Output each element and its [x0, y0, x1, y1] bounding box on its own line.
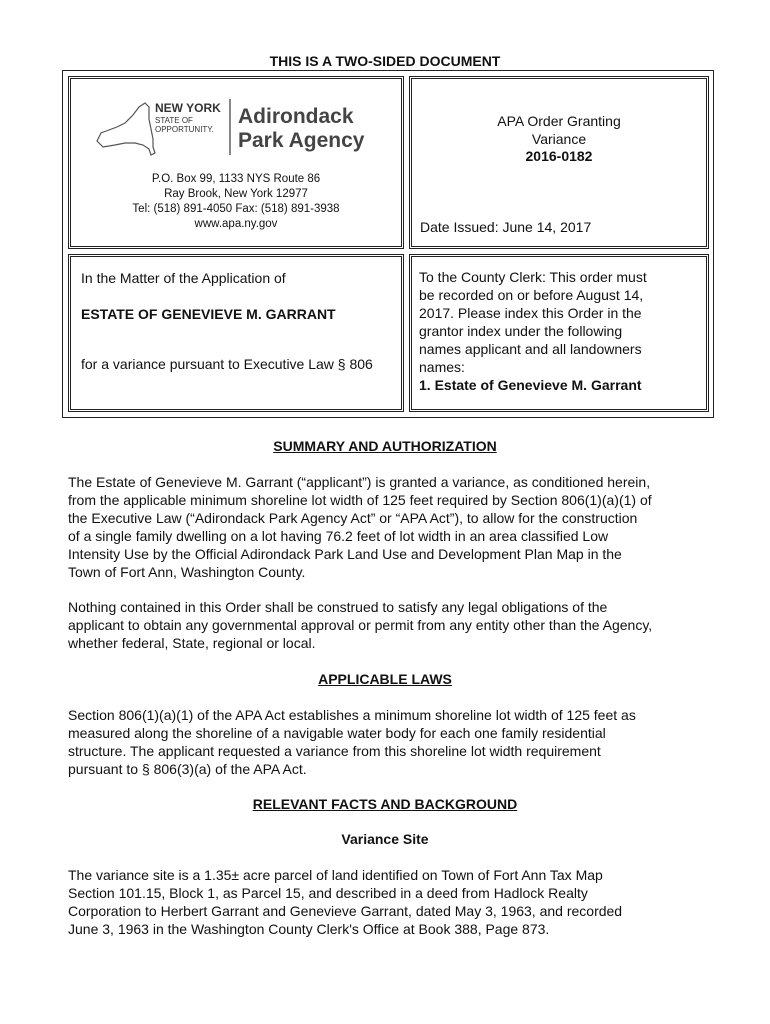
variance-site-subheading: Variance Site	[341, 831, 429, 847]
order-number: 2016-0182	[525, 148, 593, 164]
text-line: Intensity Use by the Official Adirondack Park Land Use and Development Plan Map in the	[68, 546, 622, 562]
summary-paragraph-1	[68, 473, 708, 581]
logo-state-line-3: OPPORTUNITY.	[155, 125, 214, 134]
text-line: June 3, 1963 in the Washington County Clerk's Office at Book 388, Page 873.	[68, 921, 550, 937]
clerk-instructions	[419, 268, 699, 394]
clerk-line: be recorded on or before August 14,	[419, 287, 644, 303]
text-line: Corporation to Herbert Garrant and Genevieve Garrant, dated May 3, 1963, and recorded	[68, 903, 623, 919]
order-heading	[412, 113, 706, 166]
text-line: Section 101.15, Block 1, as Parcel 15, and described in a deed from Hadlock Realty	[68, 885, 588, 901]
contact-line: Tel: (518) 891-4050 Fax: (518) 891-3938	[132, 203, 340, 215]
order-type-line-2: Variance	[531, 130, 587, 147]
logo-state-line-1: NEW YORK	[155, 101, 221, 115]
matter-intro: In the Matter of the Application of	[81, 270, 286, 286]
order-cell	[409, 76, 709, 249]
website-line: www.apa.ny.gov	[194, 218, 278, 230]
applicant-name: ESTATE OF GENEVIEVE M. GARRANT	[81, 306, 336, 322]
text-line: structure. The applicant requested a variance from this shoreline lot width requirement	[68, 743, 601, 759]
summary-heading: SUMMARY AND AUTHORIZATION	[273, 438, 497, 454]
grantor-list-item: 1. Estate of Genevieve M. Garrant	[419, 377, 642, 393]
agency-name-line-1: Adirondack	[238, 105, 354, 128]
address-line: Ray Brook, New York 12977	[164, 188, 308, 200]
clerk-line: grantor index under the following	[419, 323, 623, 339]
text-line: The Estate of Genevieve M. Garrant (“applicant”) is granted a variance, as conditioned herein,	[68, 474, 651, 490]
county-clerk-cell	[409, 254, 709, 412]
matter-cell	[68, 254, 404, 412]
text-line: The variance site is a 1.35± acre parcel of land identified on Town of Fort Ann Tax Map	[68, 867, 603, 883]
text-line: from the applicable minimum shoreline lot width of 125 feet required by Section 806(1)(a)(1) of	[68, 492, 652, 508]
address-line: P.O. Box 99, 1133 NYS Route 86	[151, 173, 321, 185]
facts-heading: RELEVANT FACTS AND BACKGROUND	[252, 796, 518, 812]
agency-cell	[68, 76, 404, 249]
summary-paragraph-2	[68, 598, 708, 652]
matter-purpose: for a variance pursuant to Executive Law § 806	[81, 356, 373, 372]
date-issued: Date Issued: June 14, 2017	[420, 219, 592, 235]
clerk-line: 2017. Please index this Order in the	[419, 305, 642, 321]
text-line: Section 806(1)(a)(1) of the APA Act establishes a minimum shoreline lot width of 125 feet as	[68, 707, 636, 723]
agency-name-line-2: Park Agency	[238, 129, 365, 152]
text-line: of a single family dwelling on a lot having 76.2 feet of lot width in an area classified Low	[68, 528, 609, 544]
text-line: applicant to obtain any governmental approval or permit from any entity other than the Agency,	[68, 617, 653, 633]
text-line: measured along the shoreline of a navigable water body for each one family residential	[68, 725, 606, 741]
variance-site-paragraph	[68, 866, 708, 938]
document-title: THIS IS A TWO-SIDED DOCUMENT	[269, 53, 501, 69]
header-table	[62, 70, 714, 418]
text-line: Town of Fort Ann, Washington County.	[68, 564, 306, 580]
clerk-line: To the County Clerk: This order must	[419, 269, 647, 285]
new-york-state-map-icon	[97, 103, 155, 155]
text-line: pursuant to § 806(3)(a) of the APA Act.	[68, 761, 307, 777]
applicable-laws-paragraph	[68, 706, 708, 778]
text-line: Nothing contained in this Order shall be construed to satisfy any legal obligations of the	[68, 599, 608, 615]
applicable-laws-heading: APPLICABLE LAWS	[318, 671, 452, 687]
logo-state-line-2: STATE OF	[155, 116, 193, 125]
text-line: the Executive Law (“Adirondack Park Agency Act” or “APA Act”), to allow for the construction	[68, 510, 638, 526]
text-line: whether federal, State, regional or local.	[68, 635, 316, 651]
clerk-line: names:	[419, 359, 465, 375]
agency-logo	[95, 93, 365, 163]
agency-address	[71, 172, 401, 232]
order-type-line-1: APA Order Granting	[497, 113, 621, 129]
clerk-line: names applicant and all landowners	[419, 341, 642, 357]
